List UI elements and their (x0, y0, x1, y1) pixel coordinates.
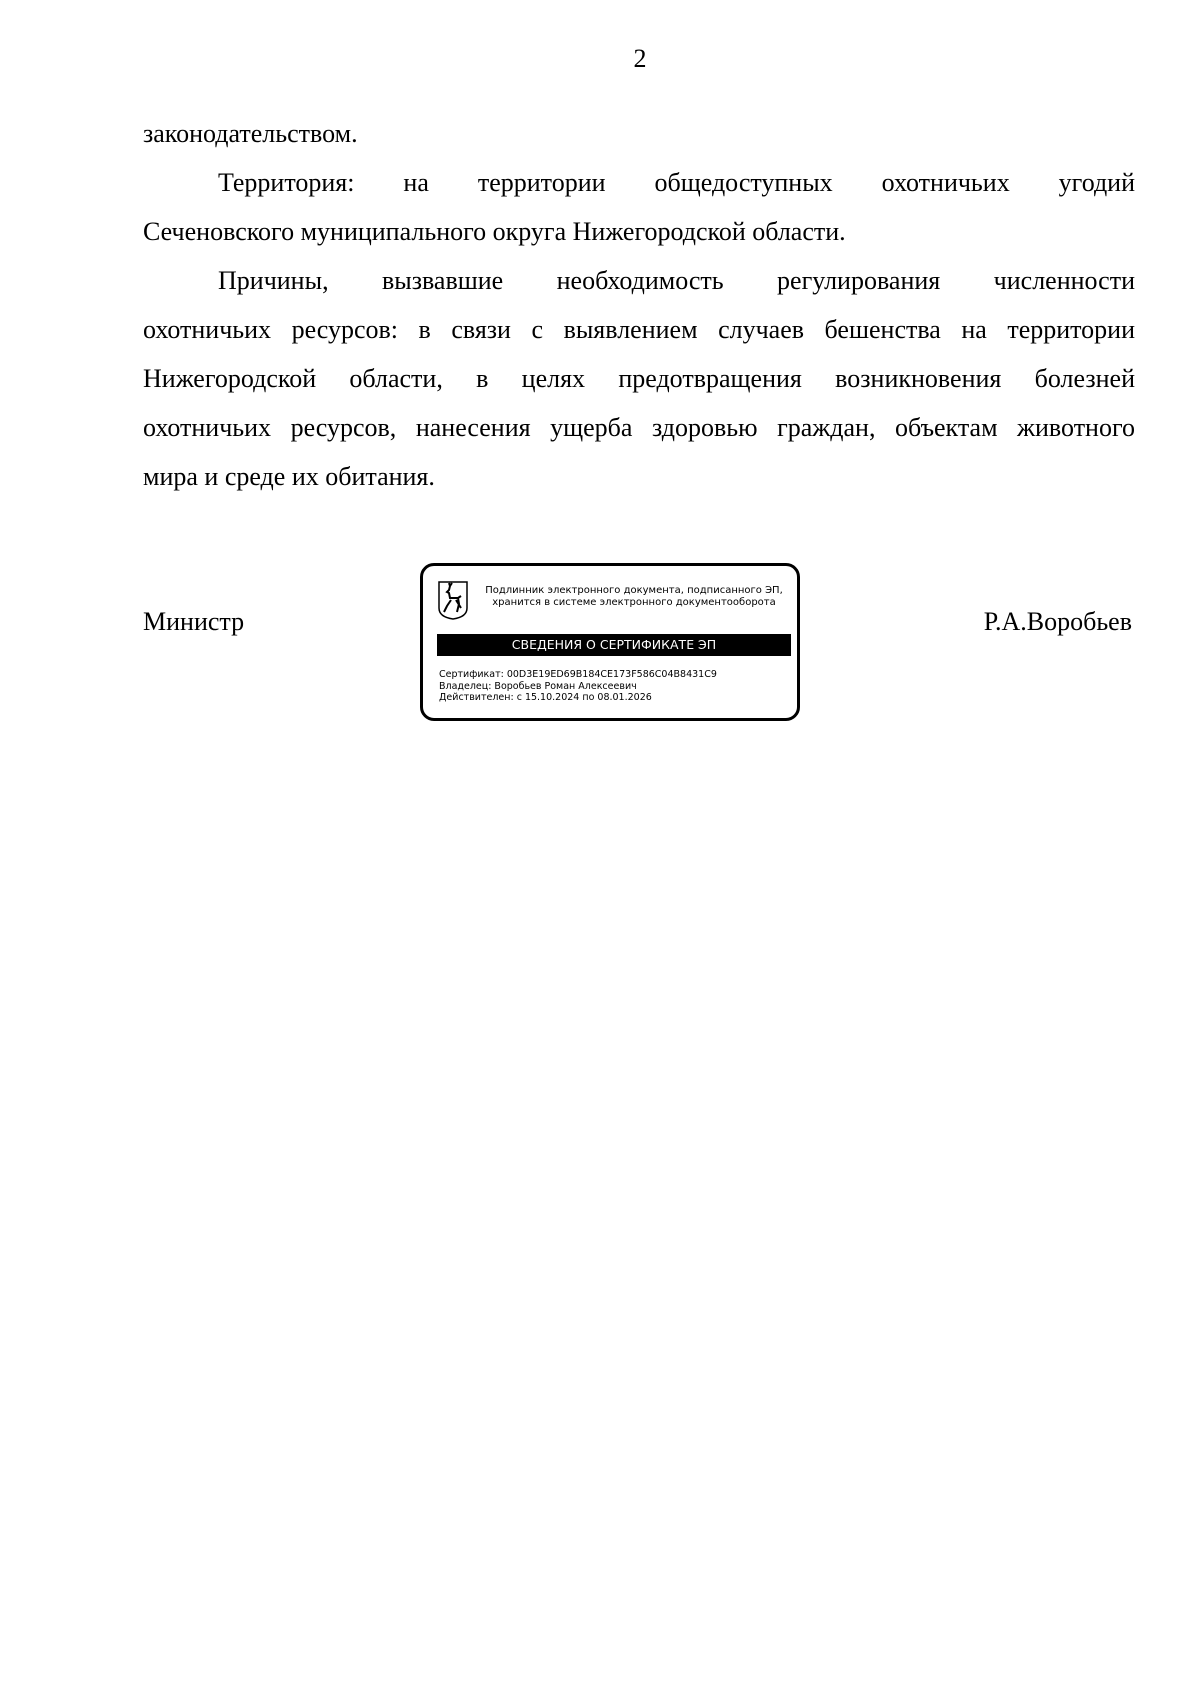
paragraph-line: законодательством. (143, 119, 358, 148)
page-number: 2 (633, 44, 647, 73)
paragraph-line: Сеченовского муниципального округа Нижегородской области. (143, 217, 846, 246)
electronic-signature-stamp (420, 563, 800, 721)
certificate-number: Сертификат: 00D3E19ED69B184CE173F586C04B8431C9 (439, 669, 717, 680)
paragraph-line: Причины, вызвавшие необходимость регулирования численности (218, 266, 1135, 295)
stamp-title: СВЕДЕНИЯ О СЕРТИФИКАТЕ ЭП (437, 634, 791, 656)
stamp-header (471, 585, 797, 609)
certificate-owner: Владелец: Воробьев Роман Алексеевич (439, 680, 637, 692)
paragraph-line: Территория: на территории общедоступных охотничьих угодий (218, 168, 1135, 197)
certificate-info (439, 669, 717, 704)
paragraph-line: охотничьих ресурсов, нанесения ущерба здоровью граждан, объектам животного (143, 413, 1135, 442)
signatory-position: Министр (143, 607, 245, 636)
coat-of-arms-icon (437, 580, 469, 620)
stamp-header-line: хранится в системе электронного документооборота (492, 597, 776, 608)
document-body (143, 114, 1135, 506)
paragraph-line: охотничьих ресурсов: в связи с выявлением случаев бешенства на территории (143, 315, 1135, 344)
paragraph-line: Нижегородской области, в целях предотвращения возникновения болезней (143, 364, 1135, 393)
signatory-name: Р.А.Воробьев (983, 607, 1132, 636)
paragraph-line: мира и среде их обитания. (143, 462, 435, 491)
certificate-validity: Действителен: с 15.10.2024 по 08.01.2026 (439, 692, 652, 703)
stamp-header-line: Подлинник электронного документа, подписанного ЭП, (485, 585, 783, 596)
